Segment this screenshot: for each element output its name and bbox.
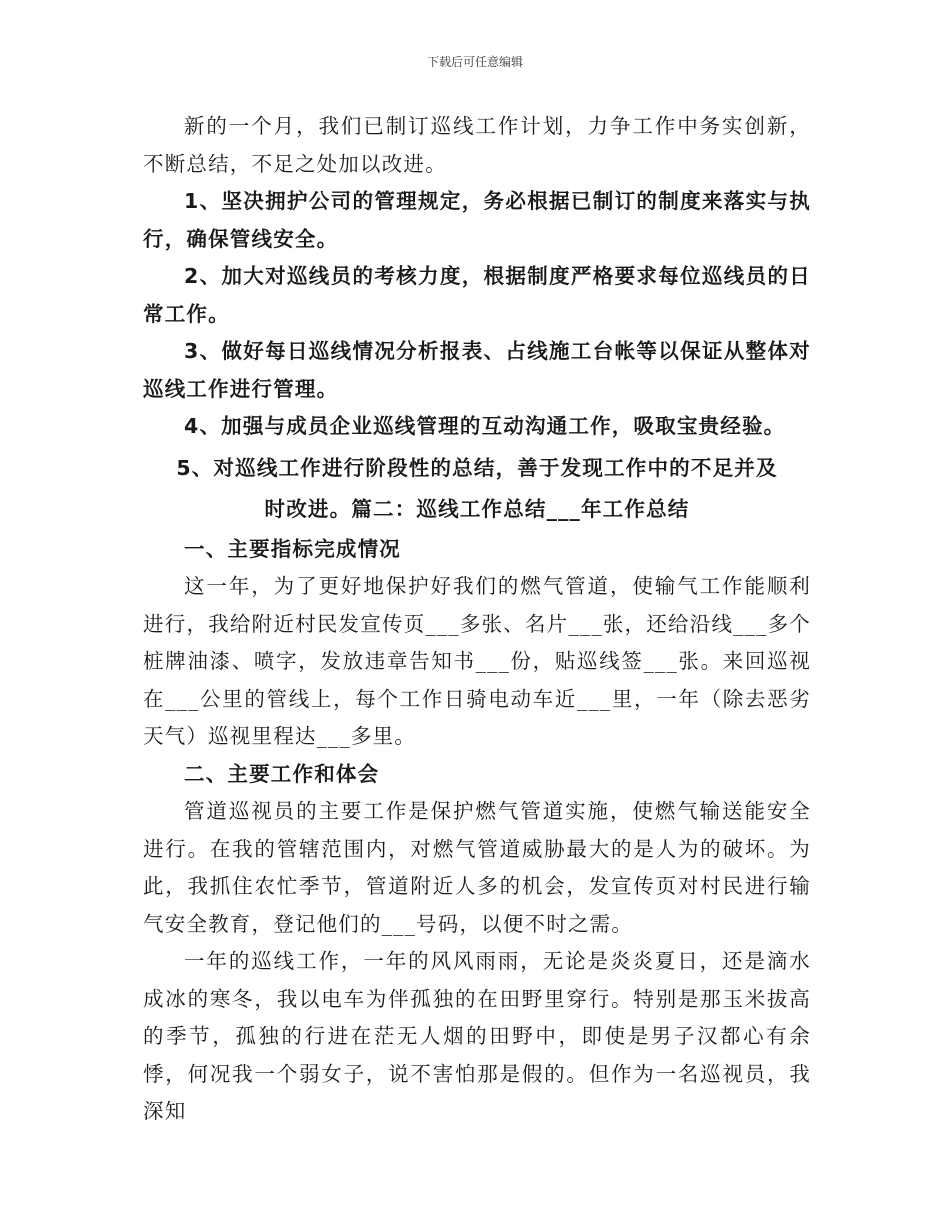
plan-item-5-line1: 5、对巡线工作进行阶段性的总结，善于发现工作中的不足并及 — [176, 455, 778, 480]
section1-body: 这一年，为了更好地保护好我们的燃气管道，使输气工作能顺利进行，我给附近村民发宣传页___多张、名片___张，还给沿线___多个桩牌油漆、喷字，发放违章告知书___份，贴巡线签___张。来回巡视在___公里的管线上，每个工作日骑电动车近___里，一年（除去恶劣天气）巡视里程达___多里。 — [143, 574, 811, 748]
page-header: 下载后可任意编辑 — [426, 55, 523, 69]
plan-item-5-line2: 时改进。篇二：巡线工作总结___年工作总结 — [264, 497, 690, 521]
section1-heading: 一、主要指标完成情况 — [184, 536, 401, 561]
document-body — [143, 108, 811, 1131]
section2-body-1: 管道巡视员的主要工作是保护燃气管道实施，使燃气输送能安全进行。在我的管辖范围内，对燃气管道威胁最大的是人为的破坏。为此，我抓住农忙季节，管道附近人多的机会，发宣传页对村民进行输气安全教育，登记他们的___号码，以便不时之需。 — [143, 799, 811, 936]
intro-paragraph: 新的一个月，我们已制订巡线工作计划，力争工作中务实创新，不断总结，不足之处加以改进。 — [143, 114, 811, 176]
plan-item-4: 4、加强与成员企业巡线管理的互动沟通工作，吸取宝贵经验。 — [184, 414, 786, 438]
plan-item-2: 2、加大对巡线员的考核力度，根据制度严格要求每位巡线员的日常工作。 — [143, 264, 811, 326]
plan-item-3: 3、做好每日巡线情况分析报表、占线施工台帐等以保证从整体对巡线工作进行管理。 — [143, 339, 811, 401]
section2-body-2: 一年的巡线工作，一年的风风雨雨，无论是炎炎夏日，还是滴水成冰的寒冬，我以电车为伴孤独的在田野里穿行。特别是那玉米拔高的季节，孤独的行进在茫无人烟的田野中，即使是男子汉都心有余悸，何况我一个弱女子，说不害怕那是假的。但作为一名巡视员，我深知 — [143, 949, 811, 1123]
section2-heading: 二、主要工作和体会 — [184, 761, 380, 786]
plan-item-1: 1、坚决拥护公司的管理规定，务必根据已制订的制度来落实与执行，确保管线安全。 — [143, 189, 811, 251]
